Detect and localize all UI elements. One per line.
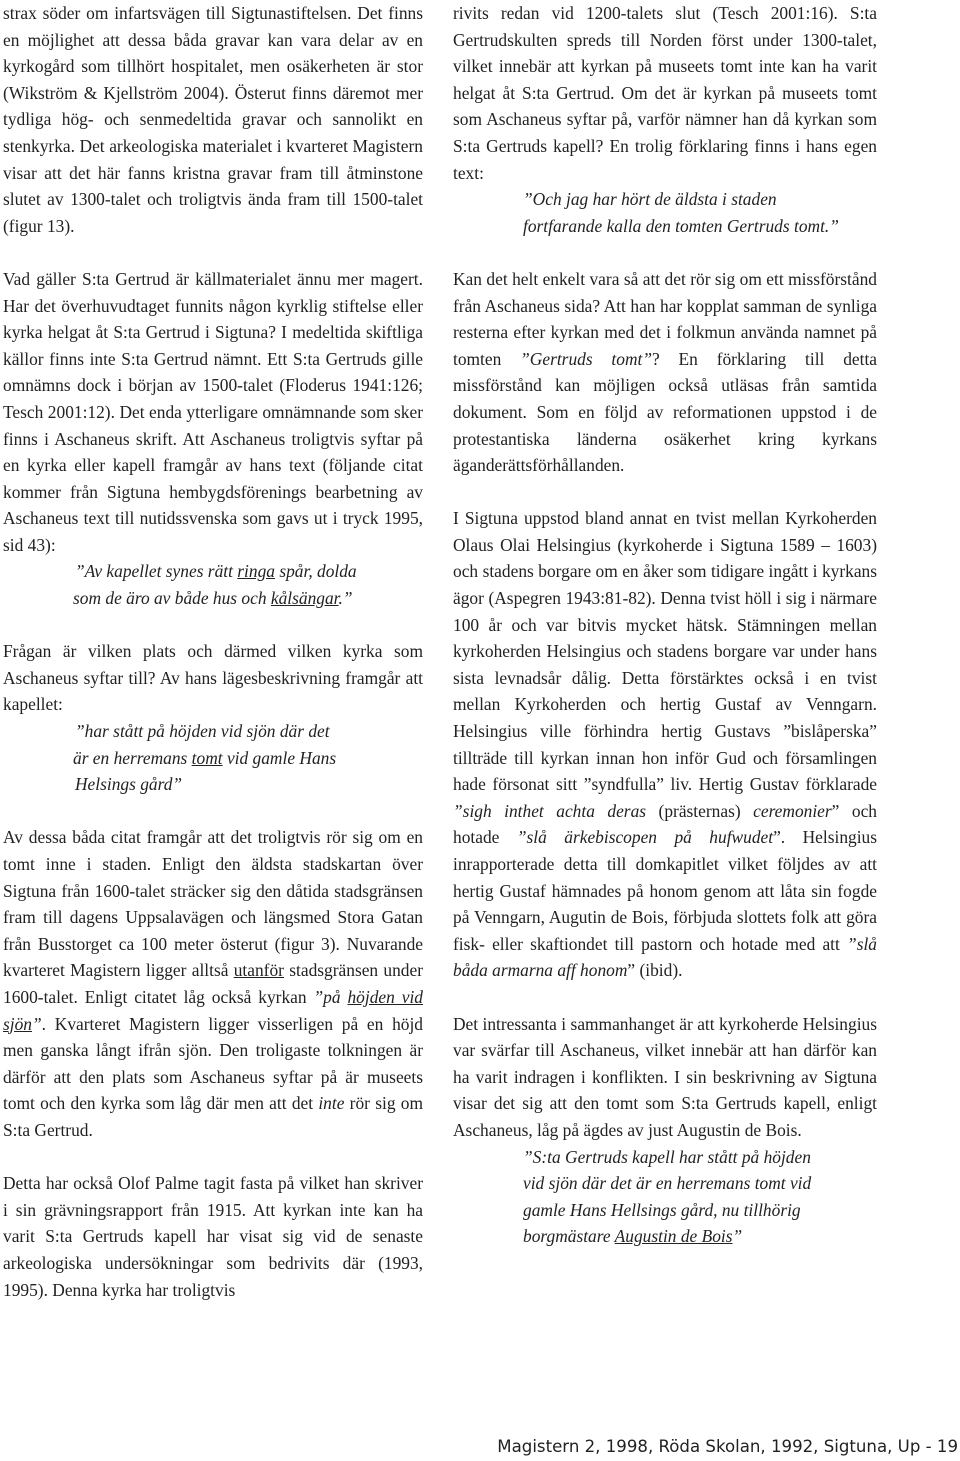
quote-line bbox=[3, 558, 423, 585]
quote-underlined: Augustin de Bois bbox=[614, 1226, 733, 1247]
quote-line: vid sjön där det är en herremans tomt vid bbox=[523, 1173, 812, 1194]
quote-underlined: ringa bbox=[237, 561, 275, 582]
quote-text: spår, dolda bbox=[274, 561, 357, 582]
left-column bbox=[3, 0, 423, 1303]
quote-text: vid gamle Hans bbox=[222, 747, 337, 768]
paragraph: Kan det helt enkelt vara så att det rör sig om ett missförstånd från Aschaneus sida? Att han har kopplat samman de synliga resterna efter kyrkan med det i folkmun använda namnet på tomten ”Gertruds tomt”? En förklaring till detta missförstånd kan möjligen också utläsas från samtida dokument. Som en följd av reformationen uppstod i de protestantiska länderna osäkerhet kring kyrkans äganderättsförhållanden. bbox=[453, 268, 877, 476]
right-column bbox=[453, 0, 877, 1250]
paragraph: Detta har också Olof Palme tagit fasta på vilket han skriver i sin grävningsrapport från 1915. Att kyrkan inte kan ha varit S:ta Gertruds kapell har visat sig vid de senaste arkeologiska undersökningar som bedrivits där (1993, 1995). Denna kyrka har troligtvis bbox=[3, 1173, 423, 1300]
quote-line bbox=[3, 585, 423, 612]
quote-line: Helsings gård” bbox=[75, 774, 183, 795]
quote-text: som de äro av både hus och bbox=[73, 588, 271, 609]
quote-text: är en herremans bbox=[73, 747, 192, 768]
quote-line bbox=[453, 1223, 877, 1250]
page-footer: Magistern 2, 1998, Röda Skolan, 1992, Sigtuna, Up - 19 bbox=[497, 1437, 958, 1456]
quote-line bbox=[3, 745, 423, 772]
quote-line: gamle Hans Hellsings gård, nu tillhörig bbox=[523, 1199, 801, 1220]
quote-text: borgmästare bbox=[523, 1226, 615, 1247]
quote-line: ”S:ta Gertruds kapell har stått på höjden bbox=[523, 1146, 811, 1167]
quote-text: ” bbox=[732, 1226, 743, 1247]
paragraph: I Sigtuna uppstod bland annat en tvist mellan Kyrkoherden Olaus Olai Helsingius (kyrkoherde i Sigtuna 1589 – 1603) och stadens borgare om en åker som tidigare ingått i kyrkans ägor (Aspegren 1943:81-82). Denna tvist höll i sig i närmare 100 år och var bitvis mycket hätsk. Stämningen mellan kyrkoherden Helsingius och stadens borgare var under hans sista levnadsår dålig. Detta förstärktes också i en tvist mellan Kyrkoherden och hertig Gustaf av Venngarn. Helsingius ville förhindra hertig Gustavs ”bislåperska” tillträde till kyrkan innan hon inför Gud och församlingen hade försonat sitt ”syndfulla” liv. Hertig Gustav förklarade ”sigh inthet achta deras (prästernas) ceremonier” och hotade ”slå ärkebiscopen på hufwudet”. Helsingius inrapporterade detta till domkapitlet vilket följdes av att hertig Gustaf hämnades på honom genom att låta sin fogde på Venngarn, Augutin de Bois, förbjuda slottets folk att göra fisk- eller skaftiondet till pastorn och hotade med att ”slå båda armarna aff honom” (ibid). bbox=[453, 508, 878, 981]
quote-underlined: kålsängar bbox=[270, 588, 339, 609]
paragraph: Frågan är vilken plats och därmed vilken kyrka som Aschaneus syftar till? Av hans lägesbeskrivning framgår att kapellet: bbox=[3, 641, 423, 715]
paragraph: Vad gäller S:ta Gertrud är källmaterialet ännu mer magert. Har det överhuvudtaget funnits någon kyrklig stiftelse eller kyrka helgat åt S:ta Gertrud i Sigtuna? I medeltida skiftliga källor finns inte S:ta Gertrud nämnt. Ett S:ta Gertruds gille omnämns dock i början av 1500-talet (Floderus 1941:126; Tesch 2001:12). Det enda ytterligare omnämnande som sker finns i Aschaneus skrift. Att Aschaneus troligtvis syftar på en kyrka eller kapell framgår av hans text (följande citat kommer från Sigtuna hembygdsförenings bearbetning av Aschaneus text till nutidssvenska som gavs ut i tryck 1995, sid 43): bbox=[3, 268, 423, 555]
quote-text: ”Av kapellet synes rätt bbox=[75, 561, 238, 582]
paragraph: Av dessa båda citat framgår att det troligtvis rör sig om en tomt inne i staden. Enligt den äldsta stadskartan över Sigtuna från 1600-talet sträcker sig den dåtida stadsgränsen fram till dagens Uppsalavägen och längsmed Stora Gatan från Busstorget ca 100 meter österut (figur 3). Nuvarande kvarteret Magistern ligger alltså utanför stadsgränsen under 1600-talet. Enligt citatet låg också kyrkan ”på höjden vid sjön”. Kvarteret Magistern ligger visserligen på en höjd men ganska långt ifrån sjön. Den troligaste tolkningen är därför att den plats som Aschaneus syftar på är museets tomt och den kyrka som låg där men att det inte rör sig om S:ta Gertrud. bbox=[3, 827, 424, 1140]
quote-line: fortfarande kalla den tomten Gertruds tomt.” bbox=[523, 215, 839, 236]
quote-text: .” bbox=[338, 588, 353, 609]
quote-line: ”har stått på höjden vid sjön där det bbox=[75, 721, 330, 742]
quote-underlined: tomt bbox=[191, 747, 223, 768]
paragraph: rivits redan vid 1200-talets slut (Tesch 2001:16). S:ta Gertrudskulten spreds till Norden först under 1300-talet, vilket innebär att kyrkan på museets tomt inte kan ha varit helgat åt S:ta Gertrud. Om det är kyrkan på museets tomt som Aschaneus syftar på, varför nämner han då kyrkan som S:ta Gertruds kapell? En trolig förklaring finns i hans egen text: bbox=[453, 3, 877, 183]
paragraph: Det intressanta i sammanhanget är att kyrkoherde Helsingius var svärfar till Aschaneus, vilket innebär att han därför kan ha varit indragen i konflikten. I sin beskrivning av Sigtuna visar det sig att den tomt som S:ta Gertruds kapell, enligt Aschaneus, låg på ägdes av just Augustin de Bois. bbox=[453, 1013, 877, 1140]
quote-line: ”Och jag har hört de äldsta i staden bbox=[523, 189, 777, 210]
paragraph: strax söder om infartsvägen till Sigtunastiftelsen. Det finns en möjlighet att dessa båda gravar kan vara delar av en kyrkogård som tillhört hospitalet, men osäkerheten är stor (Wikström & Kjellström 2004). Österut finns däremot mer tydliga hög- och senmedeltida gravar och sannolikt en stenkyrka. Det arkeologiska materialet i kvarteret Magistern visar att det här fanns kristna gravar fram till åtminstone slutet av 1300-talet och troligtvis ända fram till 1500-talet (figur 13). bbox=[3, 3, 423, 236]
